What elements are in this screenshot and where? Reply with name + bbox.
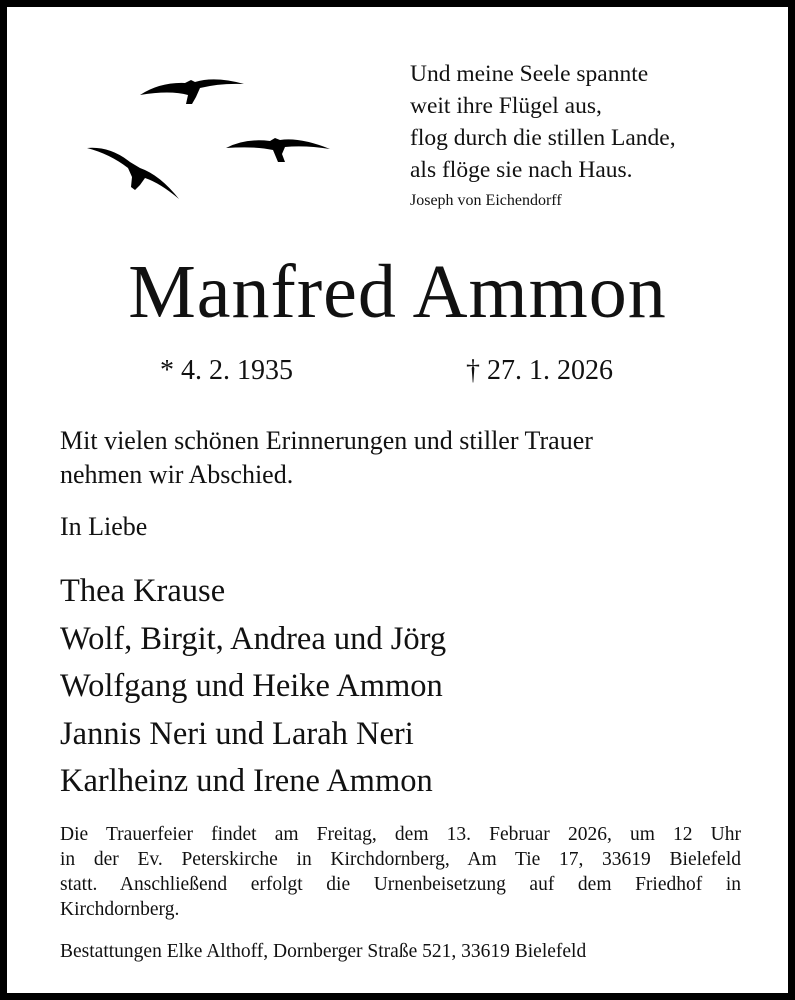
mourner: Thea Krause <box>60 573 226 609</box>
bird-icon <box>87 148 179 199</box>
death-date: † 27. 1. 2026 <box>466 355 613 386</box>
mourner: Jannis Neri und Larah Neri <box>60 715 414 752</box>
poem-line: Und meine Seele spannte <box>410 61 649 87</box>
poem <box>410 58 676 186</box>
mourner: Wolf, Birgit, Andrea und Jörg <box>60 620 447 657</box>
message-line: nehmen wir Abschied. <box>60 460 294 489</box>
closing-phrase: In Liebe <box>60 512 148 541</box>
farewell-message <box>60 424 593 492</box>
poem-line: weit ihre Flügel aus, <box>410 93 602 119</box>
mourner: Wolfgang und Heike Ammon <box>60 668 443 704</box>
service-line: in der Ev. Peterskirche in Kirchdornberg, Am Tie 17, 33619 Bielefeld <box>60 849 741 870</box>
poem-line: als flöge sie nach Haus. <box>410 157 633 183</box>
service-details <box>60 822 741 922</box>
deceased-name: Manfred Ammon <box>128 250 667 334</box>
poem-author: Joseph von Eichendorff <box>410 192 562 209</box>
flying-birds-icon <box>60 50 360 210</box>
bird-icon <box>226 138 330 162</box>
poem-line: flog durch die stillen Lande, <box>410 125 676 151</box>
service-line: statt. Anschließend erfolgt die Urnenbeisetzung auf dem Friedhof in <box>60 874 741 895</box>
bird-icon <box>140 79 244 104</box>
birth-date: * 4. 2. 1935 <box>160 355 293 386</box>
mourners-list <box>60 568 446 806</box>
mourner: Karlheinz und Irene Ammon <box>60 763 433 799</box>
service-line: Kirchdornberg. <box>60 899 180 920</box>
service-line: Die Trauerfeier findet am Freitag, dem 13. Februar 2026, um 12 Uhr <box>60 824 741 845</box>
funeral-home: Bestattungen Elke Althoff, Dornberger Straße 521, 33619 Bielefeld <box>60 941 587 962</box>
message-line: Mit vielen schönen Erinnerungen und stiller Trauer <box>60 426 593 455</box>
